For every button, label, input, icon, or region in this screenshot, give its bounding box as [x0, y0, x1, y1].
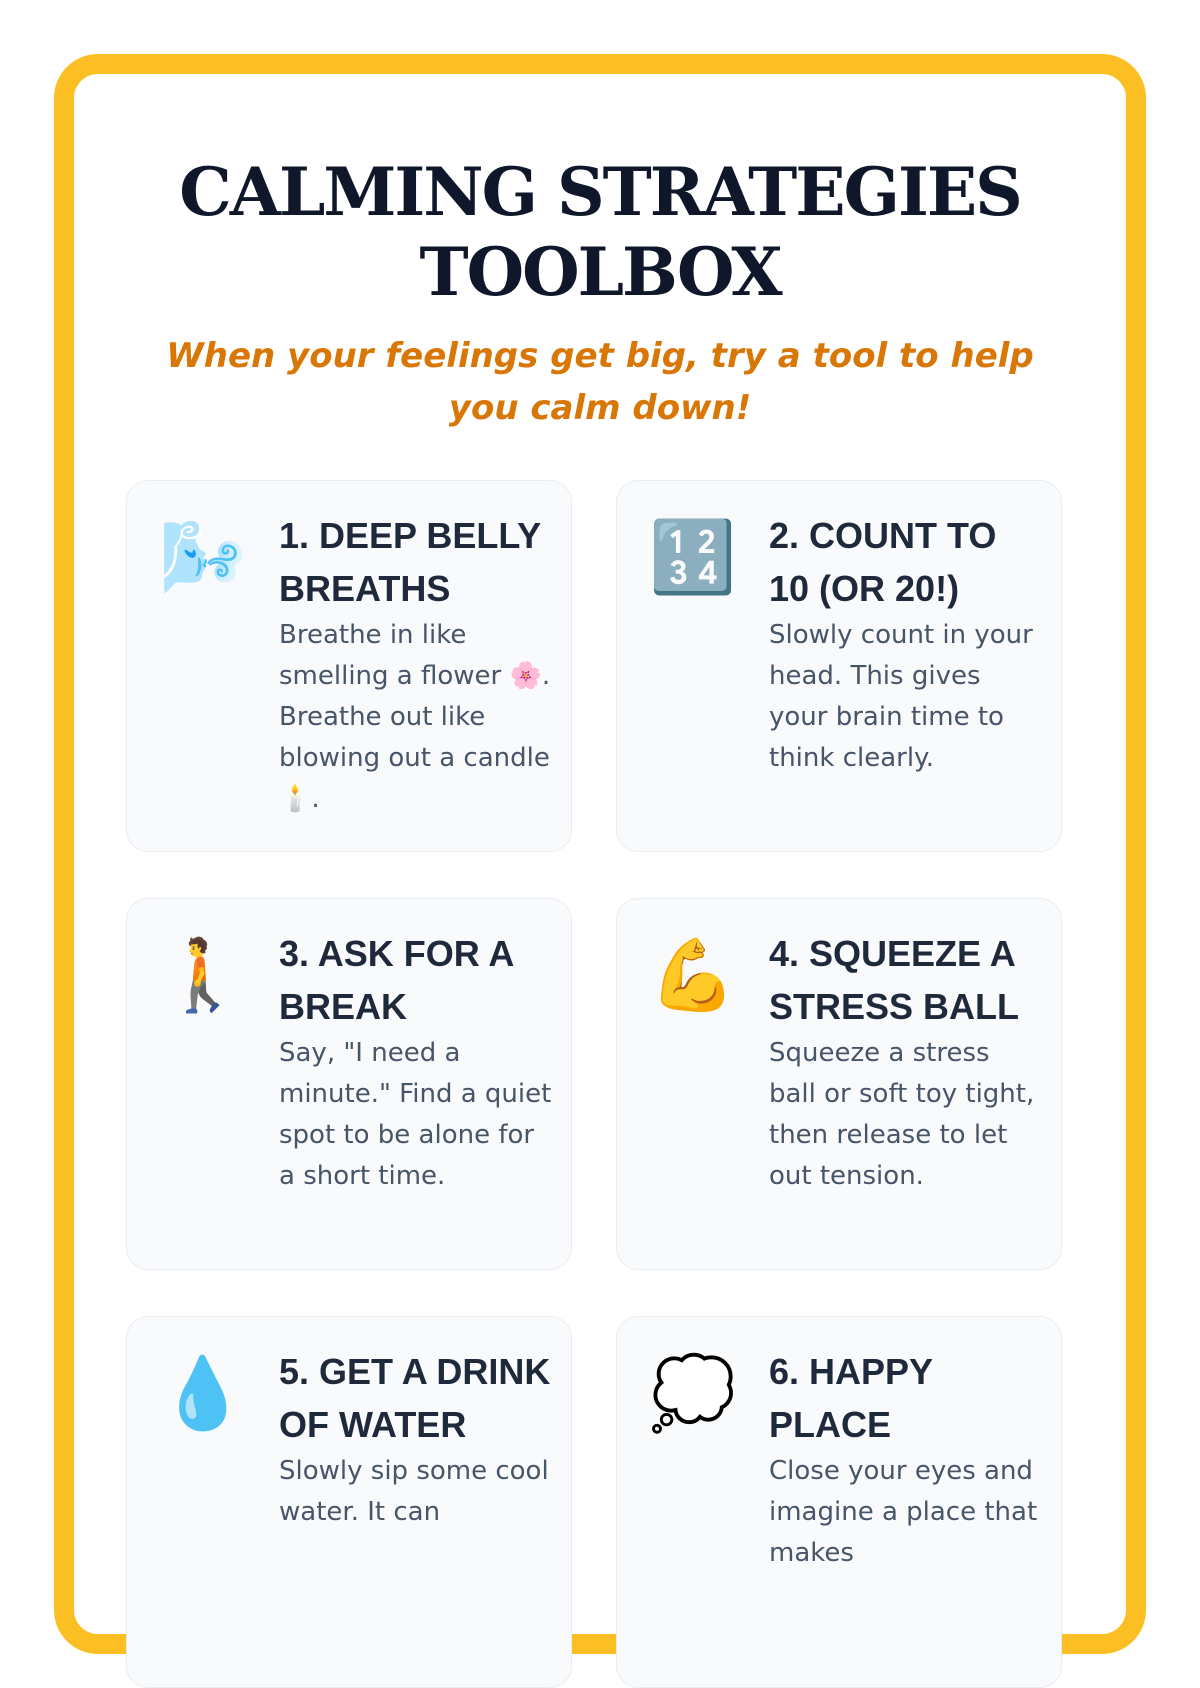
strategy-card-break	[126, 898, 572, 1270]
strategy-card-happy-place	[616, 1316, 1062, 1688]
strategy-text: Say, "I need a minute." Find a quiet spot to be alone for a short time.	[279, 1038, 552, 1191]
person-walking-icon: 🚶	[159, 934, 247, 1016]
strategy-text: Slowly sip some cool water. It can	[279, 1456, 549, 1527]
keycap-1234-icon: 🔢	[649, 516, 737, 598]
blowing-face-icon: 🌬️	[159, 516, 247, 598]
strategy-title: 1. DEEP BELLY BREATHS	[279, 515, 541, 609]
strategy-card-count	[616, 480, 1062, 852]
strategy-title: 3. ASK FOR A BREAK	[279, 933, 514, 1027]
strategy-title: 2. COUNT TO 10 (OR 20!)	[769, 515, 997, 609]
thought-balloon-icon: 💭	[649, 1352, 737, 1434]
strategy-text: Close your eyes and imagine a place that makes	[769, 1456, 1038, 1568]
strategy-card-water	[126, 1316, 572, 1688]
strategy-title: 4. SQUEEZE A STRESS BALL	[769, 933, 1020, 1027]
page-title: CALMING STRATEGIES TOOLBOX	[179, 153, 1021, 311]
strategy-title: 5. GET A DRINK OF WATER	[279, 1351, 551, 1445]
strategy-title: 6. HAPPY PLACE	[769, 1351, 933, 1445]
strategy-card-stress-ball	[616, 898, 1062, 1270]
droplet-icon: 💧	[159, 1352, 247, 1434]
strategy-text: Slowly count in your head. This gives your brain time to think clearly.	[769, 620, 1033, 773]
strategy-card-deep-breaths	[126, 480, 572, 852]
strategy-text: Breathe in like smelling a flower 🌸. Breathe out like blowing out a candle 🕯️.	[279, 620, 551, 814]
strategy-text: Squeeze a stress ball or soft toy tight, then release to let out tension.	[769, 1038, 1035, 1191]
page-subtitle: When your feelings get big, try a tool to help you calm down!	[166, 336, 1034, 428]
toolbox-frame	[54, 54, 1146, 1654]
flexed-biceps-icon: 💪	[649, 934, 737, 1016]
